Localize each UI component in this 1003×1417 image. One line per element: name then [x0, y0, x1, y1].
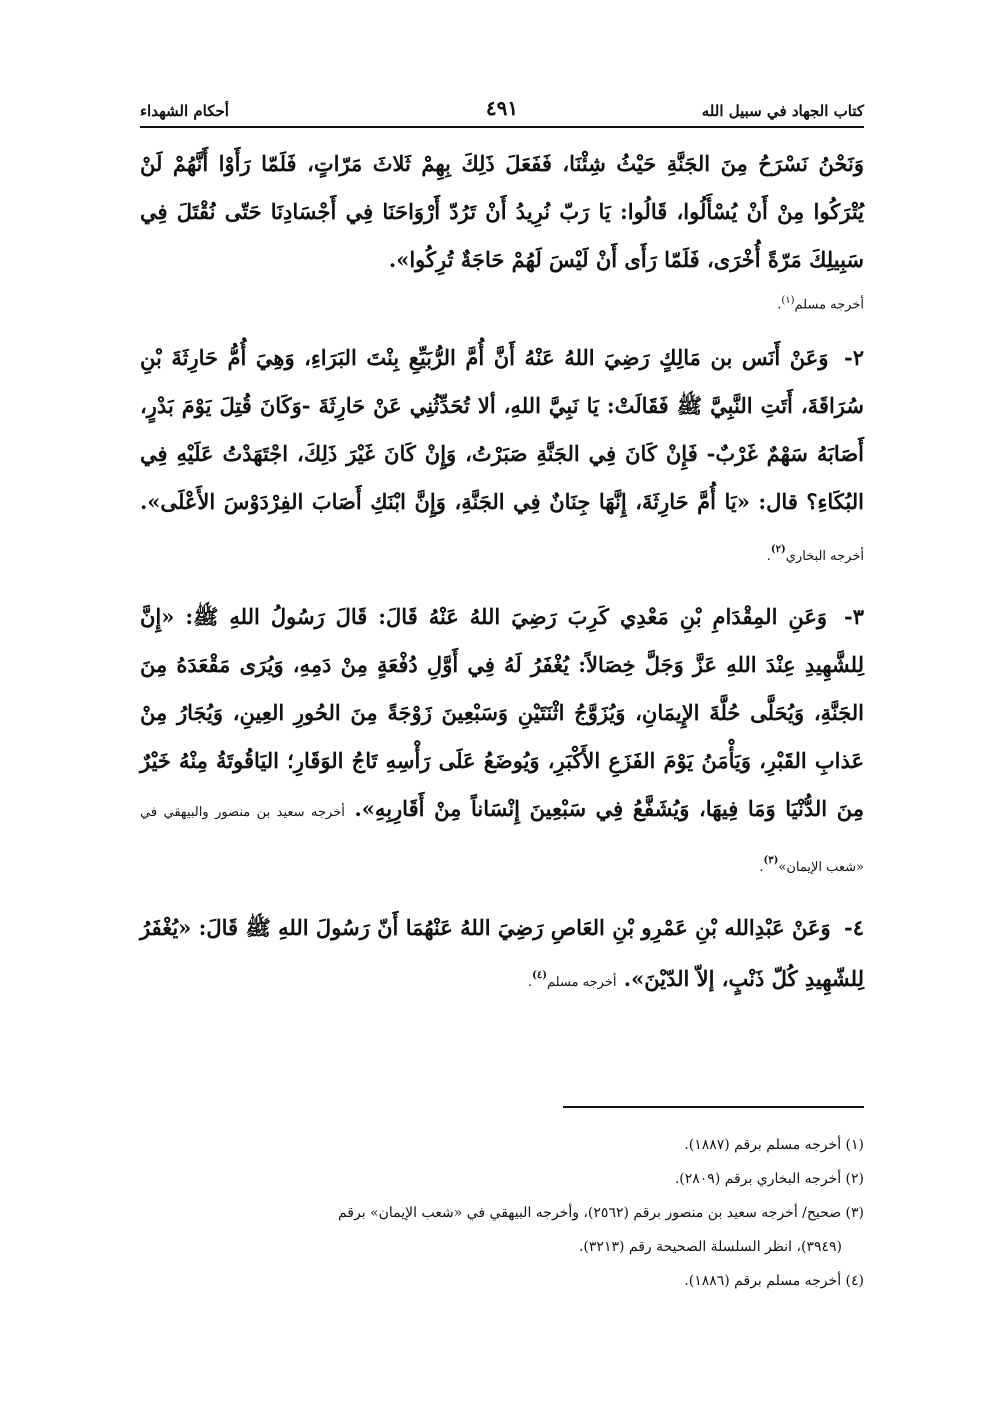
main-text — [140, 140, 864, 1007]
hadith-4: ٤- وَعَنْ عَبْدِالله بْنِ عَمْرِو بْنِ العَاصِ رَضِيَ اللهُ عَنْهُمَا أَنّ رَسُولَ اللهِ ﷺ قَالَ: «يُغْفَرُ لِلشّهِيدِ كُلّ ذَنْبٍ، إلاّ الدّيْنَ». أخرجه مسلم$^{(٤)}$. — [140, 915, 864, 992]
hadith-continuation — [140, 140, 864, 284]
hadith-text: وَعَنْ أَنَس بن مَالِكٍ رَضِيَ اللهُ عَنْهُ أَنَّ أُمَّ الرُّبَيِّعِ بِنْتَ البَرَاءِ، وَهِيَ أُمُّ حَارِثَةَ بْنِ سُرَاقَةَ، أَتَتِ النَّبِيَّ ﷺ فَقَالَتْ: يَا نَبِيَّ اللهِ، ألا تُحَدِّثُنِي عَنْ حَارِثَةَ -وَكَانَ قُتِلَ يَوْمَ بَدْرٍ، أَصَابَهُ سَهْمٌ غَرْبٌ- فَإِنْ كَانَ فِي الجَنَّةِ صَبَرْتُ، وَإِنْ كَانَ غَيْرَ ذَلِكَ، اجْتَهَدْتُ عَلَيْهِ فِي البُكَاءِ؟ قال: «يَا أُمَّ حَارِثَةَ، إِنَّهَا جِنَانٌ فِي الجَنَّةِ، وَإِنَّ ابْنَكِ أَصَابَ الفِرْدَوْسَ الأَعْلَى». — [140, 345, 864, 515]
hadith-number: ٣- — [844, 604, 864, 630]
footnote-4: (٤) أخرجه مسلم برقم (١٨٨٦). — [684, 1273, 864, 1289]
footnote-1: (١) أخرجه مسلم برقم (١٨٨٧). — [684, 1137, 864, 1153]
running-header — [140, 88, 864, 128]
hadith-text: وَعَنِ المِقْدَامِ بْنِ مَعْدِي كَرِبَ رَضِيَ اللهُ عَنْهُ قَالَ: قَالَ رَسُولُ اللهِ ﷺ: «إِنَّ لِلشَّهِيدِ عِنْدَ اللهِ عَزَّ وَجَلَّ خِصَالاً: يُغْفَرُ لَهُ فِي أَوَّلِ دُفْعَةٍ مِنْ دَمِهِ، وَيُرَى مَقْعَدَهُ مِنَ الجَنَّةِ، وَيُحَلَّى حُلَّةَ الإِيمَانِ، وَيُزَوَّجُ اثْنَتَيْنِ وَسَبْعِينَ زَوْجَةً مِنَ الحُورِ العِينِ، وَيُجَارُ مِنْ عَذابِ القَبْرِ، وَيَأْمَنُ يَوْمَ الفَزَعِ الأَكْبَرِ، وَيُوضَعُ عَلَى رَأْسِهِ تَاجُ الوَقَارِ؛ اليَاقُوتَةُ مِنْهُ خَيْرٌ مِنَ الدُّنْيَا وَمَا فِيهَا، وَيُشَفَّعُ فِي سَبْعِينَ إِنْسَاناً مِنْ أَقَارِبِهِ». — [140, 604, 865, 822]
footnote-ref[interactable]: (٣) — [763, 855, 779, 867]
footnote-3-continued: (٣٩٤٩)، انظر السلسلة الصحيحة رقم (٣٢١٣). — [578, 1239, 842, 1255]
footnote-divider — [563, 1106, 864, 1108]
citation: أخرجه مسلم — [547, 975, 617, 991]
footnote-3: (٣) صحيح/ أخرجه سعيد بن منصور برقم (٢٥٦٢)، وأخرجه البيهقي في «شعب الإيمان» برقم — [337, 1205, 864, 1221]
citation: أخرجه سعيد بن منصور والبيهقي في «شعب الإيمان» — [140, 805, 864, 876]
book-title: كتاب الجهاد في سبيل الله — [701, 102, 864, 120]
hadith-3: ٣- وَعَنِ المِقْدَامِ بْنِ مَعْدِي كَرِبَ رَضِيَ اللهُ عَنْهُ قَالَ: قَالَ رَسُولُ اللهِ ﷺ: «إِنَّ لِلشَّهِيدِ عِنْدَ اللهِ عَزَّ وَجَلَّ خِصَالاً: يُغْفَرُ لَهُ فِي أَوَّلِ دُفْعَةٍ مِنْ دَمِهِ، وَيُرَى مَقْعَدَهُ مِنَ الجَنَّةِ، وَيُحَلَّى حُلَّةَ الإِيمَانِ، وَيُزَوَّجُ اثْنَتَيْنِ وَسَبْعِينَ زَوْجَةً مِنَ الحُورِ العِينِ، وَيُجَارُ مِنْ عَذابِ القَبْرِ، وَيَأْمَنُ يَوْمَ الفَزَعِ الأَكْبَرِ، وَيُوضَعُ عَلَى رَأْسِهِ تَاجُ الوَقَارِ؛ اليَاقُوتَةُ مِنْهُ خَيْرٌ مِنَ الدُّنْيَا وَمَا فِيهَا، وَيُشَفَّعُ فِي سَبْعِينَ إِنْسَاناً مِنْ أَقَارِبِهِ». أخرجه سعيد بن منصور والبيهقي في «شعب الإيمان»$^{(٣)}$. — [140, 604, 865, 876]
hadith-2: ٢- وَعَنْ أَنَس بن مَالِكٍ رَضِيَ اللهُ عَنْهُ أَنَّ أُمَّ الرُّبَيِّعِ بِنْتَ البَرَاءِ، وَهِيَ أُمُّ حَارِثَةَ بْنِ سُرَاقَةَ، أَتَتِ النَّبِيَّ ﷺ فَقَالَتْ: يَا نَبِيَّ اللهِ، ألا تُحَدِّثُنِي عَنْ حَارِثَةَ -وَكَانَ قُتِلَ يَوْمَ بَدْرٍ، أَصَابَهُ سَهْمٌ غَرْبٌ- فَإِنْ كَانَ فِي الجَنَّةِ صَبَرْتُ، وَإِنْ كَانَ غَيْرَ ذَلِكَ، اجْتَهَدْتُ عَلَيْهِ فِي البُكَاءِ؟ قال: «يَا أُمَّ حَارِثَةَ، إِنَّهَا جِنَانٌ فِي الجَنَّةِ، وَإِنَّ ابْنَكِ أَصَابَ الفِرْدَوْسَ الأَعْلَى». أخرجه البخاري$^{(٢)}$. — [140, 345, 865, 565]
footnotes — [140, 1128, 864, 1298]
hadith-text: وَنَحْنُ نَسْرَحُ مِنَ الجَنَّةِ حَيْثُ شِئْنَا، فَفَعَلَ ذَلِكَ بِهِمْ ثَلاثَ مَرّاتٍ، فَلَمّا رَأَوْا أَنَّهُمْ لَنْ يُتْرَكُوا مِنْ أَنْ يُسْأَلُوا، قَالُوا: يَا رَبّ نُرِيدُ أَنْ تَرُدّ أَرْوَاحَنَا فِي أَجْسَادِنَا حَتّى نُقْتَلَ فِي سَبِيلِكَ مَرّةً أُخْرَى، فَلَمّا رَأَى أَنْ لَيْسَ لَهُمْ حَاجَةٌ تُرِكُوا». — [140, 151, 864, 272]
footnote-ref[interactable]: (٢) — [770, 544, 786, 556]
footnote-ref[interactable]: (١) — [781, 295, 795, 306]
header-divider — [140, 126, 864, 128]
chapter-title: أحكام الشهداء — [140, 102, 229, 120]
hadith-number: ٢- — [844, 345, 865, 371]
hadith-text: وَعَنْ عَبْدِالله بْنِ عَمْرِو بْنِ العَاصِ رَضِيَ اللهُ عَنْهُمَا أَنّ رَسُولَ اللهِ ﷺ قَالَ: «يُغْفَرُ لِلشّهِيدِ كُلّ ذَنْبٍ، إلاّ الدّيْنَ». — [140, 915, 864, 992]
page-number: ٤٩١ — [485, 96, 519, 120]
citation: أخرجه مسلم$^{(١)}$. — [777, 295, 864, 313]
footnote-2: (٢) أخرجه البخاري برقم (٢٨٠٩). — [674, 1171, 864, 1187]
citation: أخرجه البخاري — [785, 549, 864, 565]
footnote-ref[interactable]: (٤) — [532, 970, 547, 982]
hadith-number: ٤- — [844, 915, 864, 941]
